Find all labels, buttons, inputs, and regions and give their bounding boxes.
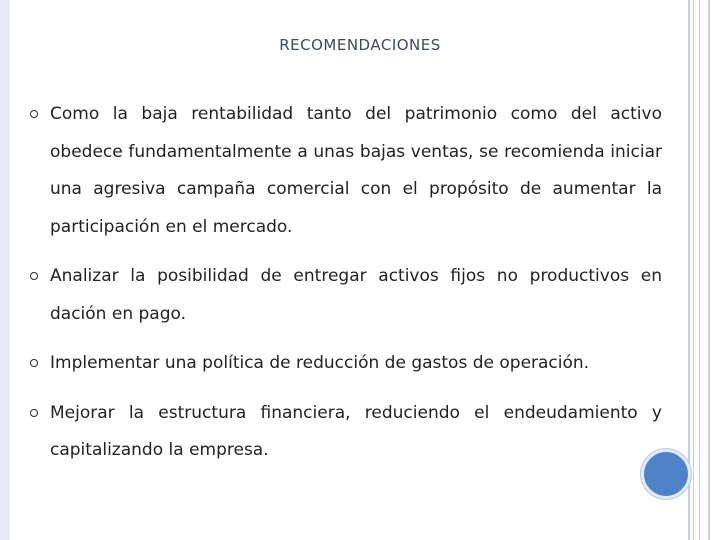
right-decorative-rule <box>708 0 710 540</box>
bullet-text: Como la baja rentabilidad tanto del patrimonio como del activo obedece fundamentalmente a unas bajas ventas, se recomienda iniciar una agresiva campaña comercial con el propósito de aumentar la participación en el mercado. <box>50 104 662 237</box>
bullet-text: Implementar una política de reducción de gastos de operación. <box>50 353 590 373</box>
bullet-text: Mejorar la estructura financiera, reduciendo el endeudamiento y capitalizando la empresa. <box>50 402 662 460</box>
hollow-circle-bullet-icon <box>30 409 38 417</box>
bullet-item <box>30 345 662 383</box>
hollow-circle-bullet-icon <box>30 110 38 118</box>
bullet-text: Analizar la posibilidad de entregar activos fijos no productivos en dación en pago. <box>50 266 662 324</box>
bullet-item <box>30 395 662 470</box>
hollow-circle-bullet-icon <box>30 359 38 367</box>
right-decorative-rule <box>693 0 694 540</box>
blue-circle-decoration-icon <box>641 449 691 499</box>
bullet-list <box>30 96 662 482</box>
right-decorative-rule <box>699 0 700 540</box>
hollow-circle-bullet-icon <box>30 272 38 280</box>
left-decorative-bar <box>0 0 10 540</box>
bullet-item <box>30 258 662 333</box>
bullet-item <box>30 96 662 246</box>
right-decorative-rule <box>688 0 690 540</box>
slide-title: RECOMENDACIONES <box>279 36 441 54</box>
